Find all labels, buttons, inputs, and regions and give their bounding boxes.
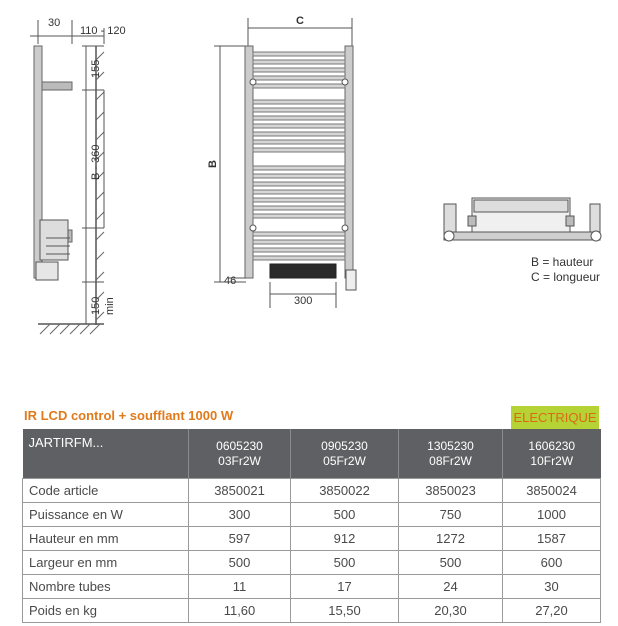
header-label: JARTIRFM...	[23, 429, 189, 479]
dim-top: 155	[90, 59, 102, 78]
table-cell: 1272	[399, 527, 503, 551]
model-code: 1305230	[427, 438, 474, 453]
table-cell: 3850023	[399, 479, 503, 503]
model-code: 0605230	[216, 438, 263, 453]
row-label: Hauteur en mm	[23, 527, 189, 551]
table-cell: 912	[291, 527, 399, 551]
row-label: Puissance en W	[23, 503, 189, 527]
model-variant: 08Fr2W	[429, 453, 472, 468]
dim-blower-width: 300	[294, 295, 313, 307]
specs-table	[22, 429, 601, 623]
table-row	[23, 527, 601, 551]
table-row	[23, 575, 601, 599]
model-variant: 03Fr2W	[218, 453, 261, 468]
dim-mount: B - 360	[90, 144, 102, 180]
table-row	[23, 479, 601, 503]
table-cell: 500	[189, 551, 291, 575]
row-label: Code article	[23, 479, 189, 503]
table-cell: 20,30	[399, 599, 503, 623]
category-badge: ELECTRIQUE	[511, 406, 599, 429]
table-cell: 500	[291, 551, 399, 575]
dim-length: C	[296, 15, 304, 27]
table-cell: 11	[189, 575, 291, 599]
legend-b: B = hauteur	[531, 255, 594, 269]
table-header-row	[23, 429, 601, 479]
table-cell: 15,50	[291, 599, 399, 623]
front-view-drawing	[214, 18, 356, 308]
row-label: Largeur en mm	[23, 551, 189, 575]
table-row	[23, 503, 601, 527]
top-view-drawing	[444, 198, 601, 241]
table-cell: 750	[399, 503, 503, 527]
table-cell: 1587	[503, 527, 601, 551]
table-cell: 3850022	[291, 479, 399, 503]
table-cell: 3850021	[189, 479, 291, 503]
legend-c: C = longueur	[531, 270, 601, 284]
dim-floor-unit: min	[104, 297, 116, 315]
dim-depth: 30	[48, 17, 61, 29]
dim-wall-gap: 110 - 120	[80, 25, 126, 37]
dim-floor: 150	[90, 296, 102, 315]
table-row	[23, 599, 601, 623]
table-cell: 27,20	[503, 599, 601, 623]
dim-height: B	[207, 160, 219, 168]
model-code: 0905230	[321, 438, 368, 453]
table-cell: 30	[503, 575, 601, 599]
product-title: IR LCD control + soufflant 1000 W	[24, 408, 234, 423]
model-variant: 05Fr2W	[323, 453, 366, 468]
row-label: Poids en kg	[23, 599, 189, 623]
table-cell: 500	[399, 551, 503, 575]
dim-bottom: 46	[224, 275, 237, 287]
table-cell: 24	[399, 575, 503, 599]
table-cell: 300	[189, 503, 291, 527]
model-variant: 10Fr2W	[530, 453, 574, 468]
model-header	[291, 429, 399, 479]
table-cell: 600	[503, 551, 601, 575]
model-header	[399, 429, 503, 479]
table-row	[23, 551, 601, 575]
table-cell: 1000	[503, 503, 601, 527]
row-label: Nombre tubes	[23, 575, 189, 599]
model-code: 1606230	[528, 438, 576, 453]
model-header	[189, 429, 291, 479]
model-header	[503, 429, 601, 479]
table-cell: 500	[291, 503, 399, 527]
table-cell: 11,60	[189, 599, 291, 623]
table-cell: 597	[189, 527, 291, 551]
table-cell: 3850024	[503, 479, 601, 503]
table-cell: 17	[291, 575, 399, 599]
